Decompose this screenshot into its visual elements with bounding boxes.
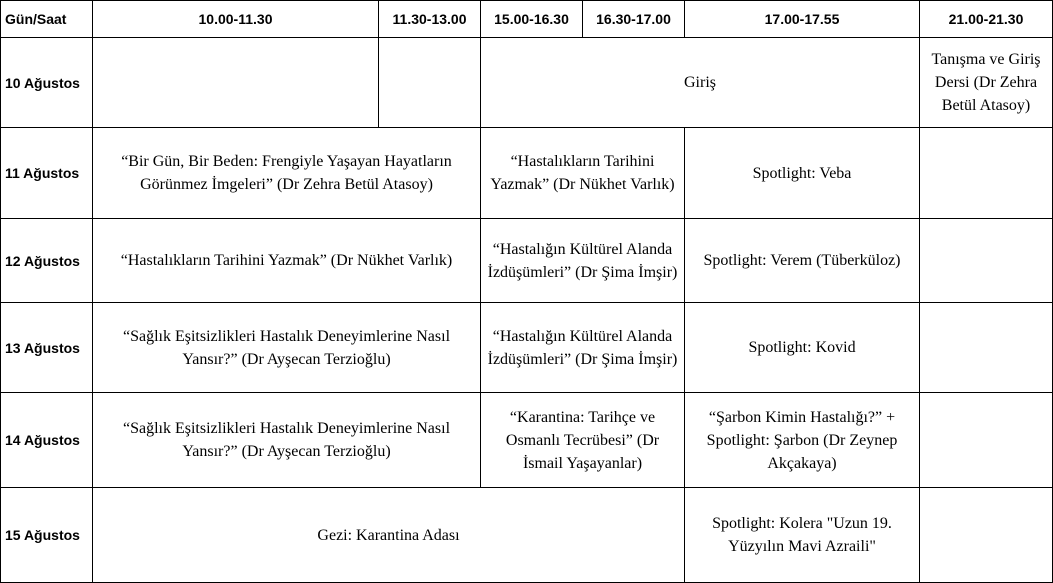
day-label: 15 Ağustos [1,488,93,583]
session-cell: Gezi: Karantina Adası [93,488,685,583]
header-slot: 15.00-16.30 [481,1,583,38]
session-cell: “Sağlık Eşitsizlikleri Hastalık Deneyimlerine Nasıl Yansır?” (Dr Ayşecan Terzioğlu) [93,303,481,393]
header-slot: 16.30-17.00 [583,1,685,38]
header-slot: 10.00-11.30 [93,1,379,38]
table-row [1,393,1053,488]
session-cell [920,488,1053,583]
day-label: 10 Ağustos [1,38,93,128]
session-cell [920,303,1053,393]
session-cell [920,393,1053,488]
session-cell: “Karantina: Tarihçe ve Osmanlı Tecrübesi” (Dr İsmail Yaşayanlar) [481,393,685,488]
session-cell: Spotlight: Kolera "Uzun 19. Yüzyılın Mavi Azraili" [685,488,920,583]
session-cell: “Hastalığın Kültürel Alanda İzdüşümleri” (Dr Şima İmşir) [481,303,685,393]
session-cell [920,219,1053,303]
header-slot: 21.00-21.30 [920,1,1053,38]
day-label: 13 Ağustos [1,303,93,393]
session-cell: Tanışma ve Giriş Dersi (Dr Zehra Betül Atasoy) [920,38,1053,128]
table-row [1,128,1053,219]
table-row [1,219,1053,303]
day-label: 12 Ağustos [1,219,93,303]
session-cell: Spotlight: Verem (Tüberküloz) [685,219,920,303]
session-cell: “Hastalıkların Tarihini Yazmak” (Dr Nükhet Varlık) [481,128,685,219]
header-corner: Gün/Saat [1,1,93,38]
session-cell: “Hastalıkların Tarihini Yazmak” (Dr Nükhet Varlık) [93,219,481,303]
header-row [1,1,1053,38]
table-row [1,488,1053,583]
day-label: 14 Ağustos [1,393,93,488]
session-cell [379,38,481,128]
table-row [1,38,1053,128]
session-cell: “Hastalığın Kültürel Alanda İzdüşümleri” (Dr Şima İmşir) [481,219,685,303]
table-row [1,303,1053,393]
session-cell: Spotlight: Kovid [685,303,920,393]
session-cell: “Bir Gün, Bir Beden: Frengiyle Yaşayan Hayatların Görünmez İmgeleri” (Dr Zehra Betül Atasoy) [93,128,481,219]
session-cell [920,128,1053,219]
session-cell: “Şarbon Kimin Hastalığı?” + Spotlight: Şarbon (Dr Zeynep Akçakaya) [685,393,920,488]
day-label: 11 Ağustos [1,128,93,219]
header-slot: 17.00-17.55 [685,1,920,38]
header-slot: 11.30-13.00 [379,1,481,38]
session-cell [93,38,379,128]
session-cell: Spotlight: Veba [685,128,920,219]
session-cell: Giriş [481,38,920,128]
session-cell: “Sağlık Eşitsizlikleri Hastalık Deneyimlerine Nasıl Yansır?” (Dr Ayşecan Terzioğlu) [93,393,481,488]
